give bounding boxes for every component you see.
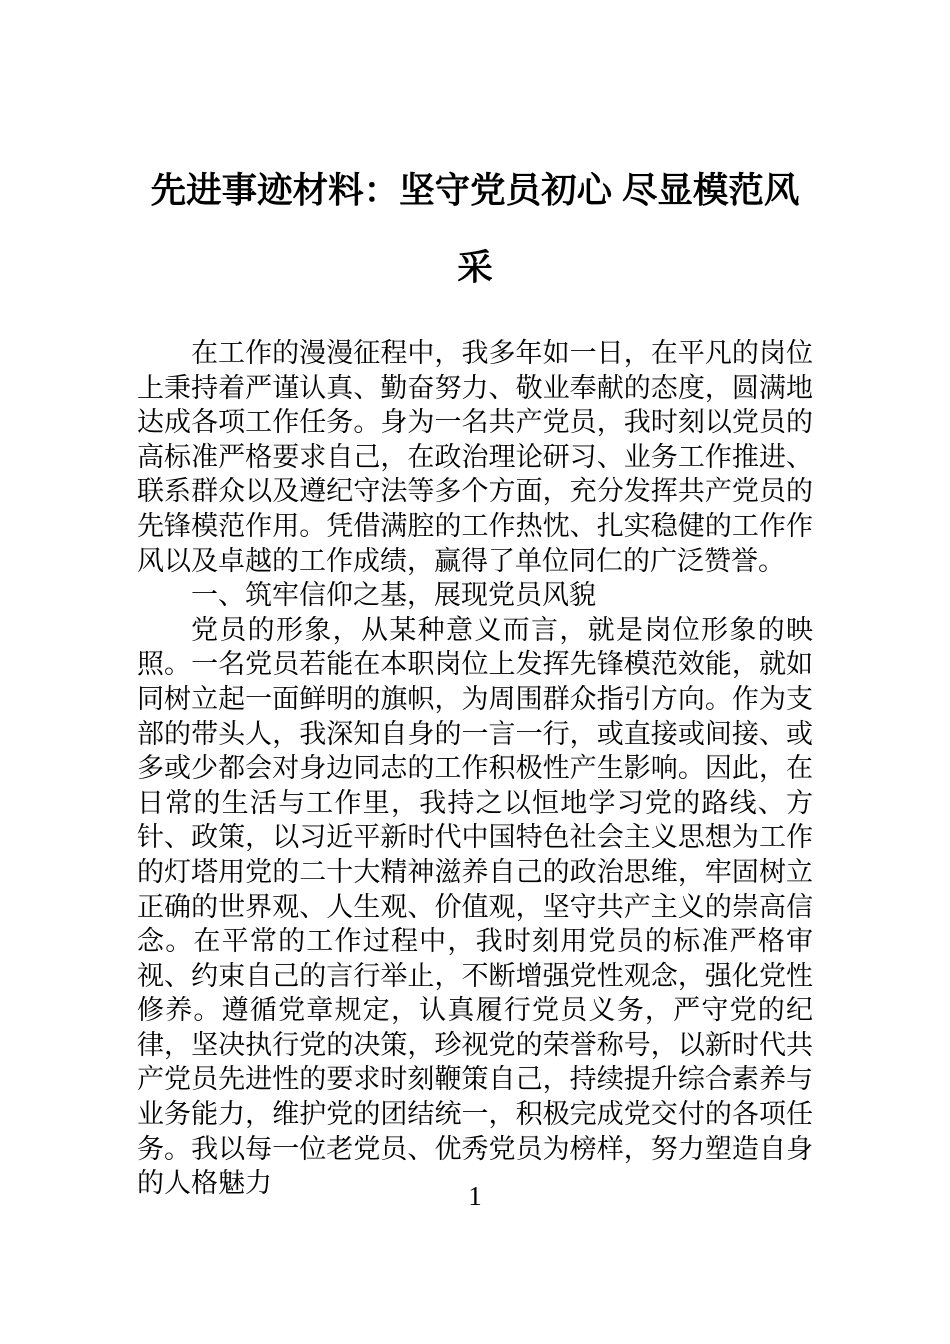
section-heading: 一、筑牢信仰之基，展现党员风貌 bbox=[191, 580, 596, 611]
document-body bbox=[137, 336, 813, 1201]
document-title: 先进事迹材料：坚守党员初心 尽显模范风采 bbox=[150, 170, 800, 287]
paragraph-section-one: 党员的形象，从某种意义而言，就是岗位形象的映照。一名党员若能在本职岗位上发挥先锋模范效能，就如同树立起一面鲜明的旗帜，为周围群众指引方向。作为支部的带头人，我深知自身的一言一行，或直接或间接、或多或少都会对身边同志的工作积极性产生影响。因此，在日常的生活与工作里，我持之以恒地学习党的路线、方针、政策，以习近平新时代中国特色社会主义思想为工作的灯塔用党的二十大精神滋养自己的政治思维，牢固树立正确的世界观、人生观、价值观，坚守共产主义的崇高信念。在平常的工作过程中，我时刻用党员的标准严格审视、约束自己的言行举止，不断增强党性观念，强化党性修养。遵循党章规定，认真履行党员义务，严守党的纪律，坚决执行党的决策，珍视党的荣誉称号，以新时代共产党员先进性的要求时刻鞭策自己，持续提升综合素养与业务能力，维护党的团结统一，积极完成党交付的各项任务。我以每一位老党员、优秀党员为榜样，努力塑造自身的人格魅力 bbox=[137, 614, 813, 1199]
paragraph-intro: 在工作的漫漫征程中，我多年如一日，在平凡的岗位上秉持着严谨认真、勤奋努力、敬业奉献的态度，圆满地达成各项工作任务。身为一名共产党员，我时刻以党员的高标准严格要求自己，在政治理论研习、业务工作推进、联系群众以及遵纪守法等多个方面，充分发挥共产党员的先锋模范作用。凭借满腔的工作热忱、扎实稳健的工作作风以及卓越的工作成绩，赢得了单位同仁的广泛赞誉。 bbox=[137, 338, 813, 576]
page-number: 1 bbox=[468, 1181, 482, 1211]
